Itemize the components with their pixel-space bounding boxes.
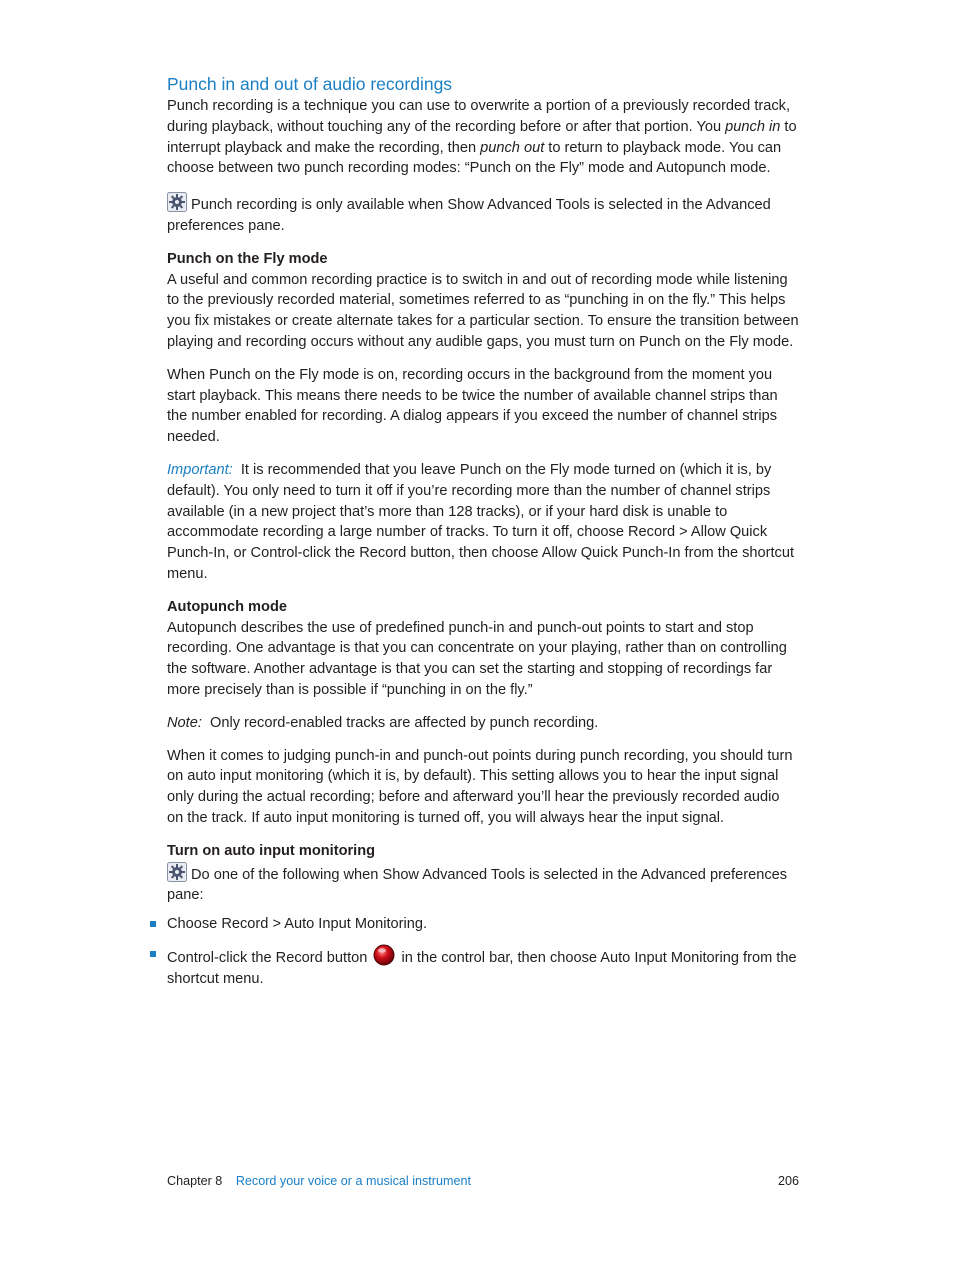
bullet-2-after: in the control bar, then choose Auto Input Monitoring from the shortcut menu. <box>167 949 797 987</box>
autopunch-paragraph-2: When it comes to judging punch-in and punch-out points during punch recording, you should turn on auto input monitoring (which it is, by default). This setting allows you to hear the input signal only during the actual recording; before and afterward you’ll hear the previously recorded audio on the track. If auto input monitoring is turned off, you will always hear the input signal. <box>167 747 793 826</box>
advanced-tools-gear-icon <box>167 862 187 882</box>
list-item <box>167 944 799 990</box>
intro-paragraph <box>167 96 799 179</box>
bullet-marker <box>150 951 156 957</box>
important-label: Important: <box>167 461 233 478</box>
fly-mode-heading: Punch on the Fly mode <box>167 250 328 267</box>
record-button-icon <box>373 944 395 966</box>
advanced-tools-note-text: Punch recording is only available when Show Advanced Tools is selected in the Advanced preferences pane. <box>167 197 771 234</box>
list-item <box>167 914 799 935</box>
bullet-1-text: Choose Record > Auto Input Monitoring. <box>167 916 428 933</box>
intro-text-2: to interrupt playback and make the recording, then <box>167 118 797 156</box>
intro-text-1: Punch recording is a technique you can use to overwrite a portion of a previously recorded track, during playback, without touching any of the recording before or after that portion. You <box>167 98 791 135</box>
page-number: 206 <box>777 1174 799 1188</box>
intro-text-3: to return to playback mode. You can choose between two punch recording modes: “Punch on the Fly” mode and Autopunch mode. <box>167 139 782 177</box>
fly-mode-paragraph-2: When Punch on the Fly mode is on, recording occurs in the background from the moment you start playback. This means there needs to be twice the number of available channel strips than the number enabled for recording. A dialog appears if you exceed the number of channel strips needed. <box>167 366 778 446</box>
autopunch-note <box>167 713 799 734</box>
note-text: Only record-enabled tracks are affected by punch recording. <box>210 714 599 731</box>
autopunch-paragraph-1: Autopunch describes the use of predefined punch-in and punch-out points to start and stop recording. One advantage is that you can concentrate on your playing, rather than on controlling the software. Another advantage is that you can set the starting and stopping of recordings far more precisely than is possible if “punching in on the fly.” <box>167 619 787 698</box>
page-content <box>167 72 799 989</box>
task-intro-text: Do one of the following when Show Advanced Tools is selected in the Advanced preferences pane: <box>167 866 788 904</box>
autopunch-heading: Autopunch mode <box>167 598 287 615</box>
fly-mode-paragraph-1: A useful and common recording practice is to switch in and out of recording mode while listening to the previously recorded material, sometimes referred to as “punching in on the fly.” This helps you fix mistakes or create alternate takes for a particular section. To ensure the transition between playing and recording occurs without any audible gaps, you must turn on Punch on the Fly mode. <box>167 271 799 350</box>
page-footer <box>167 1172 799 1190</box>
chapter-label: Chapter 8 <box>167 1174 223 1188</box>
important-note <box>167 460 799 585</box>
note-label: Note: <box>167 714 202 731</box>
bullet-2-text <box>167 944 799 990</box>
task-heading: Turn on auto input monitoring <box>167 842 376 859</box>
task-intro <box>167 862 799 907</box>
punch-out-term: punch out <box>480 139 545 156</box>
advanced-tools-gear-icon <box>167 192 187 212</box>
important-text: It is recommended that you leave Punch on the Fly mode turned on (which it is, by default). You only need to turn it off if you’re recording more than the number of channel strips available (in a new project that’s more than 128 tracks), or if your hard disk is unable to accommodate recording a large number of tracks. To turn it off, choose Record > Allow Quick Punch-In, or Control-click the Record button, then choose Allow Quick Punch-In from the shortcut menu. <box>167 461 795 582</box>
punch-in-term: punch in <box>725 118 781 135</box>
bullet-2-before: Control-click the Record button <box>167 949 368 966</box>
advanced-tools-note <box>167 192 799 237</box>
bullet-marker <box>150 921 156 927</box>
chapter-title-link[interactable]: Record your voice or a musical instrument <box>235 1174 471 1188</box>
section-title: Punch in and out of audio recordings <box>167 74 453 94</box>
